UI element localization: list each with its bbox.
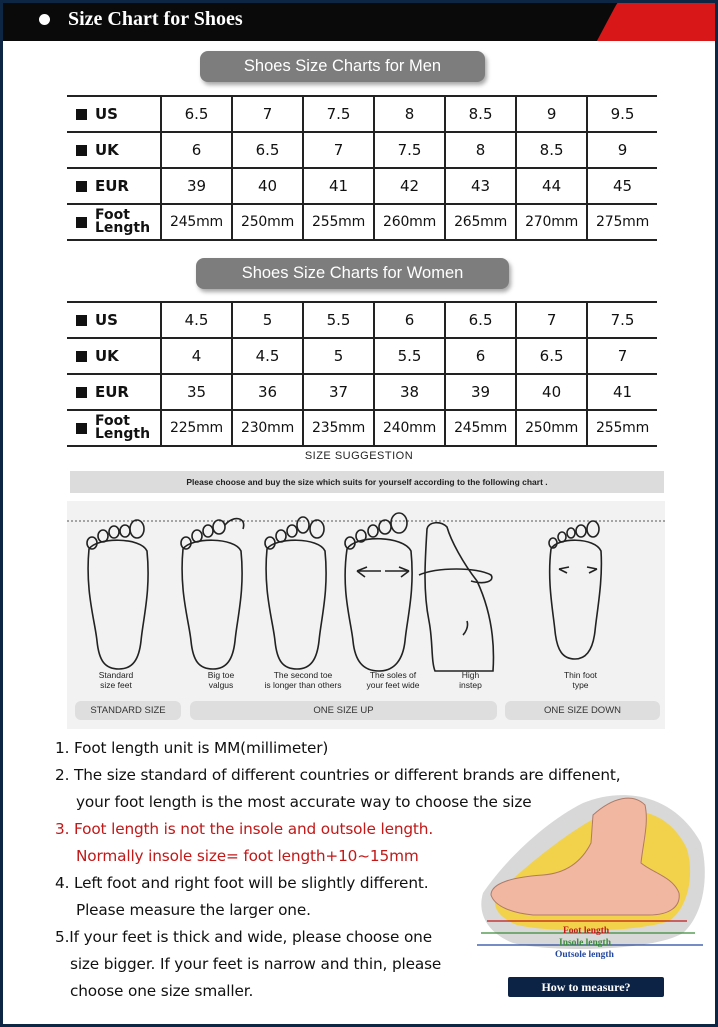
instruction-1: 1. Foot length unit is MM(millimeter) (55, 739, 329, 757)
table-cell: 5 (232, 302, 303, 338)
insole-length-label: Insole length (559, 938, 611, 948)
table-cell: 270mm (516, 204, 587, 240)
instruction-5-end: choose one size smaller. (70, 982, 254, 1000)
square-bullet-icon (76, 217, 87, 228)
table-cell: 6.5 (161, 96, 232, 132)
table-cell: 7 (617, 347, 628, 365)
table-cell: 39 (445, 374, 516, 410)
table-cell: 4 (161, 338, 232, 374)
table-cell: 225mm (161, 410, 232, 446)
table-row (67, 168, 657, 204)
square-bullet-icon (76, 423, 87, 434)
table-cell: 260mm (374, 204, 445, 240)
table-cell: 35 (161, 374, 232, 410)
table-cell: 235mm (303, 410, 374, 446)
table-cell: 245mm (445, 410, 516, 446)
table-cell: 9.5 (610, 105, 635, 123)
square-bullet-icon (76, 145, 87, 156)
foot-length-label: Foot length (563, 926, 610, 936)
table-cell: 250mm (516, 410, 587, 446)
table-cell: 9 (617, 141, 628, 159)
instruction-5-cont: size bigger. If your feet is narrow and thin, please (70, 955, 442, 973)
table-cell: 5.5 (374, 338, 445, 374)
instruction-2-cont: your foot length is the most accurate way to choose the size (76, 793, 532, 811)
men-chart-title: Shoes Size Charts for Men (200, 51, 485, 82)
table-cell: 45 (613, 177, 633, 195)
table-cell: 41 (303, 168, 374, 204)
caption-standard: Standard size feet (98, 670, 134, 690)
one-size-down-bar: ONE SIZE DOWN (505, 701, 660, 720)
row-label: EUR (67, 168, 161, 204)
table-row (67, 204, 657, 240)
caption-high-instep: High instep (459, 670, 482, 690)
foot-types-illustration (67, 501, 665, 729)
table-row (67, 338, 657, 374)
caption-wide-soles: The soles of your feet wide (366, 670, 420, 690)
table-cell: 8.5 (516, 132, 587, 168)
table-cell: 7.5 (610, 311, 635, 329)
table-cell: 6.5 (232, 132, 303, 168)
table-cell: 7.5 (303, 96, 374, 132)
row-label: UK (67, 132, 161, 168)
row-label: US (67, 302, 161, 338)
row-label: Foot Length (67, 204, 161, 240)
table-row (67, 132, 657, 168)
one-size-up-bar: ONE SIZE UP (190, 701, 497, 720)
table-cell: 41 (613, 383, 633, 401)
table-row (67, 374, 657, 410)
table-row (67, 96, 657, 132)
table-cell: 36 (232, 374, 303, 410)
page-title: Size Chart for Shoes (68, 8, 243, 30)
instruction-2: 2. The size standard of different countries or different brands are diffenent, (55, 766, 621, 784)
table-cell: 6.5 (445, 302, 516, 338)
table-cell: 37 (303, 374, 374, 410)
square-bullet-icon (76, 387, 87, 398)
table-cell: 40 (516, 374, 587, 410)
table-cell: 255mm (596, 420, 650, 436)
row-label: Foot Length (67, 410, 161, 446)
square-bullet-icon (76, 315, 87, 326)
caption-thin-foot: Thin foot type (563, 670, 598, 690)
table-cell: 38 (374, 374, 445, 410)
caption-second-toe: The second toe is longer than others (264, 670, 342, 690)
size-suggestion-title: SIZE SUGGESTION (304, 450, 414, 462)
table-cell: 4.5 (232, 338, 303, 374)
table-cell: 7 (516, 302, 587, 338)
table-cell: 8.5 (445, 96, 516, 132)
instruction-4-cont: Please measure the larger one. (76, 901, 311, 919)
table-cell: 240mm (374, 410, 445, 446)
how-to-measure-button[interactable]: How to measure? (508, 977, 664, 997)
table-cell: 6 (161, 132, 232, 168)
row-label: US (67, 96, 161, 132)
table-cell: 39 (161, 168, 232, 204)
table-row (67, 410, 657, 446)
table-cell: 42 (374, 168, 445, 204)
table-cell: 265mm (445, 204, 516, 240)
table-cell: 6 (374, 302, 445, 338)
men-size-table (67, 95, 657, 241)
square-bullet-icon (76, 181, 87, 192)
table-cell: 7.5 (374, 132, 445, 168)
instruction-3-cont: Normally insole size= foot length+10~15mm (76, 847, 419, 865)
square-bullet-icon (76, 351, 87, 362)
table-cell: 250mm (232, 204, 303, 240)
table-cell: 8 (374, 96, 445, 132)
women-size-table (67, 301, 657, 447)
caption-big-toe: Big toe valgus (207, 670, 235, 690)
table-cell: 44 (516, 168, 587, 204)
row-label: UK (67, 338, 161, 374)
foot-outlines-icon (67, 501, 665, 729)
size-suggestion-note: Please choose and buy the size which suits for yourself according to the following chart . (70, 471, 664, 493)
table-row (67, 302, 657, 338)
table-cell: 255mm (303, 204, 374, 240)
table-cell: 7 (303, 132, 374, 168)
table-cell: 230mm (232, 410, 303, 446)
outsole-length-label: Outsole length (555, 950, 614, 960)
instruction-3: 3. Foot length is not the insole and outsole length. (55, 820, 434, 838)
instruction-5: 5.If your feet is thick and wide, please choose one (55, 928, 432, 946)
standard-size-bar: STANDARD SIZE (75, 701, 181, 720)
table-cell: 5.5 (303, 302, 374, 338)
table-cell: 8 (445, 132, 516, 168)
table-cell: 275mm (596, 214, 650, 230)
women-chart-title: Shoes Size Charts for Women (196, 258, 509, 289)
instruction-4: 4. Left foot and right foot will be slightly different. (55, 874, 429, 892)
bullet-icon (39, 14, 50, 25)
table-cell: 7 (232, 96, 303, 132)
table-cell: 9 (516, 96, 587, 132)
table-cell: 4.5 (161, 302, 232, 338)
square-bullet-icon (76, 109, 87, 120)
table-cell: 6.5 (516, 338, 587, 374)
table-cell: 40 (232, 168, 303, 204)
header-bar (3, 3, 715, 41)
table-cell: 245mm (161, 204, 232, 240)
table-cell: 6 (445, 338, 516, 374)
table-cell: 5 (303, 338, 374, 374)
row-label: EUR (67, 374, 161, 410)
table-cell: 43 (445, 168, 516, 204)
